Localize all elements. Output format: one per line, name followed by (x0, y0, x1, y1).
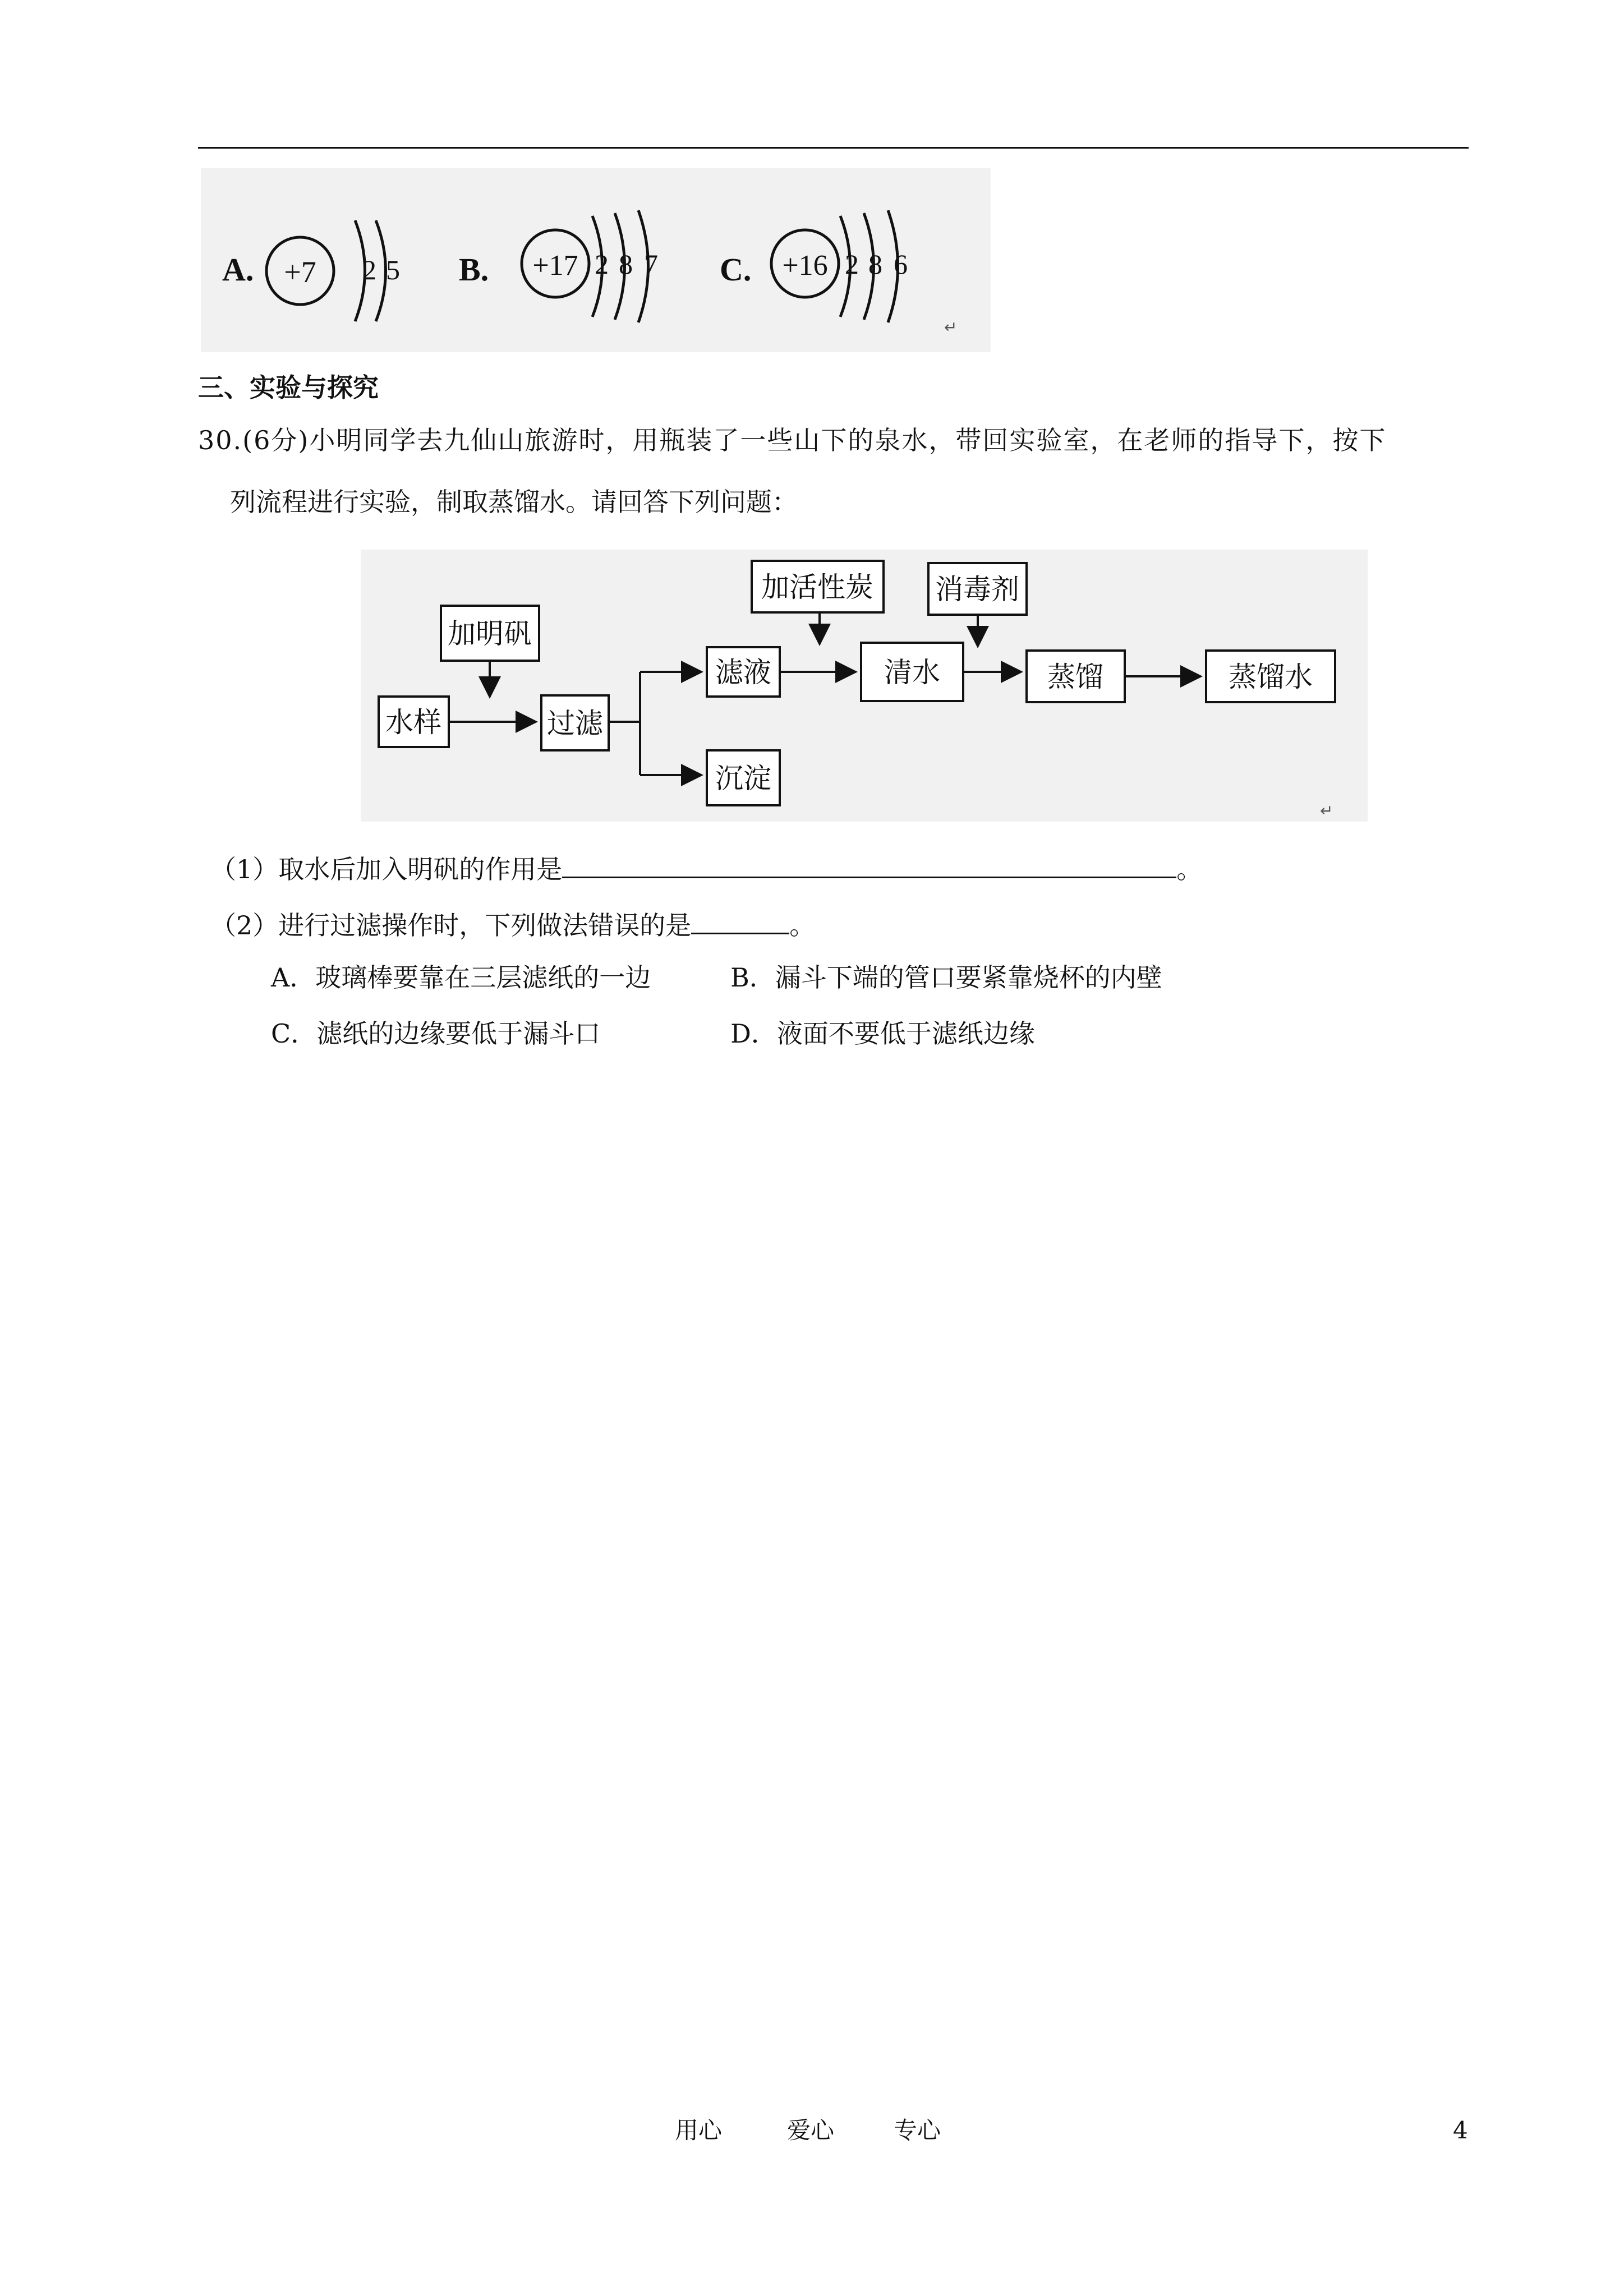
q2-end: 。 (789, 910, 816, 940)
label-distilled-water: 蒸馏水 (1229, 661, 1313, 693)
atom-option-a (222, 220, 400, 321)
choice-a: A．玻璃棒要靠在三层滤纸的一边 (271, 962, 651, 993)
q1-answer-blank[interactable] (562, 855, 1176, 878)
choice-c: C．滤纸的边缘要低于漏斗口 (271, 1018, 601, 1049)
choice-d: D．液面不要低于滤纸边缘 (730, 1018, 1035, 1049)
option-b-shell-1: 2 (595, 248, 609, 280)
label-disinfectant: 消毒剂 (935, 573, 1019, 606)
label-add-carbon: 加活性炭 (761, 571, 873, 603)
q2-text: （2）进行过滤操作时，下列做法错误的是 (210, 910, 692, 940)
label-clear-water: 清水 (884, 656, 940, 689)
q2-row (210, 911, 815, 938)
option-a-shell-2: 5 (386, 254, 400, 285)
label-filter: 过滤 (547, 707, 603, 740)
option-c-shell-3: 6 (894, 248, 908, 280)
option-a-letter: A. (222, 251, 254, 288)
q2-answer-blank[interactable] (691, 911, 789, 934)
label-sediment: 沉淀 (715, 762, 771, 795)
question-line-1: 30.(6分)小明同学去九仙山旅游时，用瓶装了一些山下的泉水，带回实验室，在老师的指导下，按下 (198, 425, 1387, 455)
header-rule (198, 147, 1469, 149)
atom-option-b (459, 210, 658, 322)
label-filtrate: 滤液 (715, 656, 771, 689)
option-b-shell-2: 8 (619, 248, 633, 280)
footer-word-1: 用心 (675, 2117, 723, 2144)
footer-word-2: 爱心 (787, 2117, 835, 2144)
flowchart (361, 550, 1368, 822)
q1-text: （1）取水后加入明矾的作用是 (210, 854, 563, 884)
label-water-sample: 水样 (385, 706, 441, 739)
option-c-shell-2: 8 (868, 248, 882, 280)
atom-option-c (720, 210, 908, 322)
option-b-shell-3: 7 (644, 248, 658, 280)
label-distill: 蒸馏 (1047, 661, 1103, 693)
option-a-nucleus: +7 (284, 255, 316, 289)
section-heading: 三、实验与探究 (198, 372, 379, 403)
choice-b: B．漏斗下端的管口要紧靠烧杯的内壁 (730, 962, 1162, 993)
q1-row (210, 855, 1202, 882)
option-a-shell-1: 2 (362, 254, 376, 285)
question-line-2: 列流程进行实验，制取蒸馏水。请回答下列问题： (230, 487, 798, 517)
q1-end: 。 (1176, 854, 1203, 884)
footer-word-3: 专心 (894, 2117, 941, 2144)
svg-text:↵: ↵ (944, 318, 958, 336)
svg-text:↵: ↵ (1320, 801, 1333, 820)
option-c-shell-1: 2 (845, 248, 859, 280)
option-b-nucleus: +17 (532, 250, 578, 282)
option-c-nucleus: +16 (782, 250, 828, 282)
page-number: 4 (1453, 2117, 1468, 2144)
option-c-letter: C. (720, 251, 752, 288)
option-b-letter: B. (459, 251, 489, 288)
atom-diagrams (201, 168, 991, 352)
label-add-alum: 加明矾 (448, 617, 532, 650)
